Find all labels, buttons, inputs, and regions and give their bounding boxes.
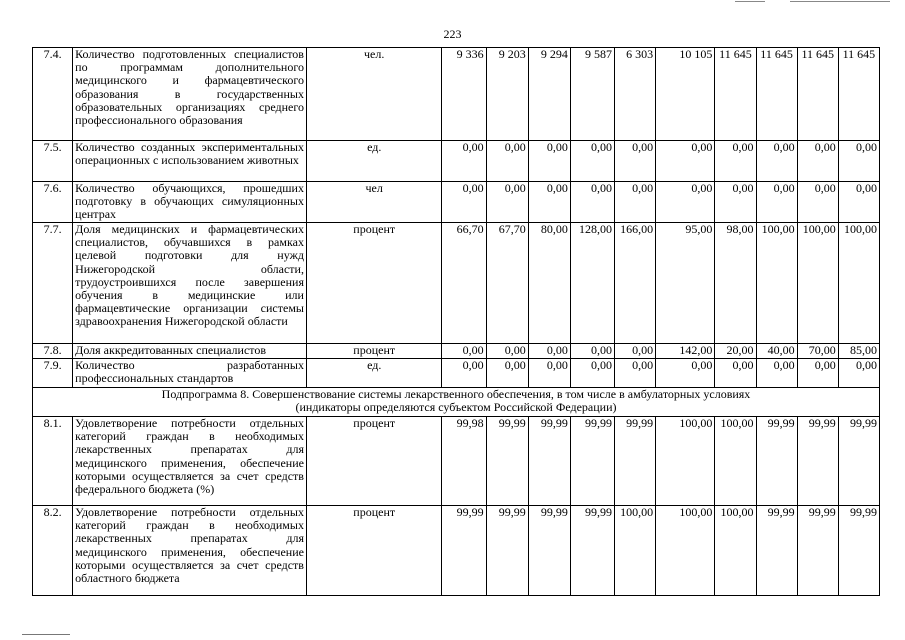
unit: процент [306,417,441,506]
row-number: 7.8. [33,344,73,359]
value-cell: 0,00 [442,344,486,359]
value-cell: 95,00 [656,223,715,344]
value-cell: 99,99 [838,417,879,506]
value-cell: 0,00 [797,141,838,182]
value-cell: 0,00 [528,359,570,388]
row-number: 7.9. [33,359,73,388]
top-rule-left [735,1,765,2]
value-cell: 99,99 [570,506,614,596]
value-cell: 99,99 [442,506,486,596]
table-body [33,48,880,596]
value-cell: 98,00 [715,223,756,344]
row-number: 7.4. [33,48,73,141]
value-cell: 11 645 [797,48,838,141]
value-cell: 11 645 [756,48,797,141]
indicator-name: Доля медицинских и фармацевтических специалистов, обучавшихся в рамках целевой подготовки для нужд Нижегородской области, трудоустроившихся после завершения обучения в медицинские или фармацевтические организации системы здравоохранения Нижегородской области [73,223,307,344]
value-cell: 0,00 [756,359,797,388]
value-cell: 0,00 [570,141,614,182]
value-cell: 100,00 [715,417,756,506]
value-cell: 0,00 [715,141,756,182]
table-row [33,48,880,141]
value-cell: 99,99 [528,506,570,596]
value-cell: 0,00 [570,359,614,388]
value-cell: 0,00 [756,141,797,182]
value-cell: 0,00 [656,182,715,223]
table-row [33,141,880,182]
value-cell: 0,00 [486,359,528,388]
unit: процент [306,506,441,596]
table-row [33,344,880,359]
value-cell: 9 587 [570,48,614,141]
value-cell: 99,99 [570,417,614,506]
page-number: 223 [443,27,462,41]
indicator-name: Удовлетворение потребности отдельных категорий граждан в необходимых лекарственных препаратах для медицинского применения, обеспечение которыми осуществляется за счет средств областного бюджета [73,506,307,596]
indicator-name: Количество разработанных профессиональных стандартов [73,359,307,388]
value-cell: 99,99 [756,506,797,596]
value-cell: 99,99 [838,506,879,596]
value-cell: 99,99 [528,417,570,506]
value-cell: 0,00 [442,359,486,388]
value-cell: 0,00 [528,141,570,182]
subprogram-title: Подпрограмма 8. Совершенствование системы лекарственного обеспечения, в том числе в амбулаторных условиях [161,387,751,401]
value-cell: 128,00 [570,223,614,344]
value-cell: 100,00 [756,223,797,344]
value-cell: 166,00 [615,223,656,344]
value-cell: 100,00 [797,223,838,344]
value-cell: 99,99 [615,417,656,506]
value-cell: 0,00 [838,182,879,223]
value-cell: 85,00 [838,344,879,359]
table-row [33,359,880,388]
unit: ед. [306,141,441,182]
indicator-name: Доля аккредитованных специалистов [73,344,307,359]
value-cell: 0,00 [656,141,715,182]
value-cell: 100,00 [615,506,656,596]
bottom-rule [22,634,70,635]
value-cell: 0,00 [570,344,614,359]
value-cell: 99,98 [442,417,486,506]
value-cell: 0,00 [615,344,656,359]
value-cell: 9 336 [442,48,486,141]
value-cell: 0,00 [797,359,838,388]
value-cell: 0,00 [797,182,838,223]
table-row [33,417,880,506]
value-cell: 100,00 [656,506,715,596]
table-row [33,223,880,344]
value-cell: 66,70 [442,223,486,344]
value-cell: 99,99 [486,506,528,596]
value-cell: 9 203 [486,48,528,141]
value-cell: 0,00 [615,182,656,223]
value-cell: 100,00 [656,417,715,506]
value-cell: 0,00 [528,182,570,223]
value-cell: 0,00 [486,141,528,182]
value-cell: 10 105 [656,48,715,141]
table-row [33,506,880,596]
value-cell: 0,00 [442,182,486,223]
row-number: 7.6. [33,182,73,223]
indicators-table [32,47,880,596]
row-number: 8.2. [33,506,73,596]
value-cell: 40,00 [756,344,797,359]
value-cell: 142,00 [656,344,715,359]
value-cell: 0,00 [615,141,656,182]
subprogram-subtitle: (индикаторы определяются субъектом Российской Федерации) [295,400,617,415]
row-number: 7.7. [33,223,73,344]
value-cell: 0,00 [486,344,528,359]
value-cell: 0,00 [756,182,797,223]
value-cell: 0,00 [486,182,528,223]
unit: процент [306,344,441,359]
value-cell: 100,00 [838,223,879,344]
value-cell: 0,00 [528,344,570,359]
value-cell: 80,00 [528,223,570,344]
value-cell: 0,00 [615,359,656,388]
value-cell: 0,00 [715,182,756,223]
indicator-name: Количество созданных экспериментальных операционных с использованием животных [73,141,307,182]
value-cell: 0,00 [442,141,486,182]
value-cell: 99,99 [486,417,528,506]
value-cell: 11 645 [838,48,879,141]
subprogram-heading [33,388,880,417]
row-number: 7.5. [33,141,73,182]
value-cell: 20,00 [715,344,756,359]
value-cell: 0,00 [656,359,715,388]
value-cell: 0,00 [715,359,756,388]
value-cell: 70,00 [797,344,838,359]
table-row [33,182,880,223]
value-cell: 67,70 [486,223,528,344]
unit: чел. [306,48,441,141]
value-cell: 0,00 [570,182,614,223]
value-cell: 0,00 [838,141,879,182]
value-cell: 0,00 [838,359,879,388]
unit: процент [306,223,441,344]
indicator-name: Удовлетворение потребности отдельных категорий граждан в необходимых лекарственных препаратах для медицинского применения, обеспечение которыми осуществляется за счет средств федерального бюджета (%) [73,417,307,506]
unit: ед. [306,359,441,388]
row-number: 8.1. [33,417,73,506]
value-cell: 9 294 [528,48,570,141]
indicator-name: Количество обучающихся, прошедших подготовку в обучающих симуляционных центрах [73,182,307,223]
indicator-name: Количество подготовленных специалистов по программам дополнительного медицинского и фармацевтического образования в государственных образовательных организациях среднего профессионального образования [73,48,307,141]
top-rule-right [790,1,890,2]
value-cell: 100,00 [715,506,756,596]
section-row [33,388,880,417]
value-cell: 99,99 [756,417,797,506]
value-cell: 6 303 [615,48,656,141]
value-cell: 99,99 [797,506,838,596]
value-cell: 99,99 [797,417,838,506]
value-cell: 11 645 [715,48,756,141]
unit: чел [306,182,441,223]
